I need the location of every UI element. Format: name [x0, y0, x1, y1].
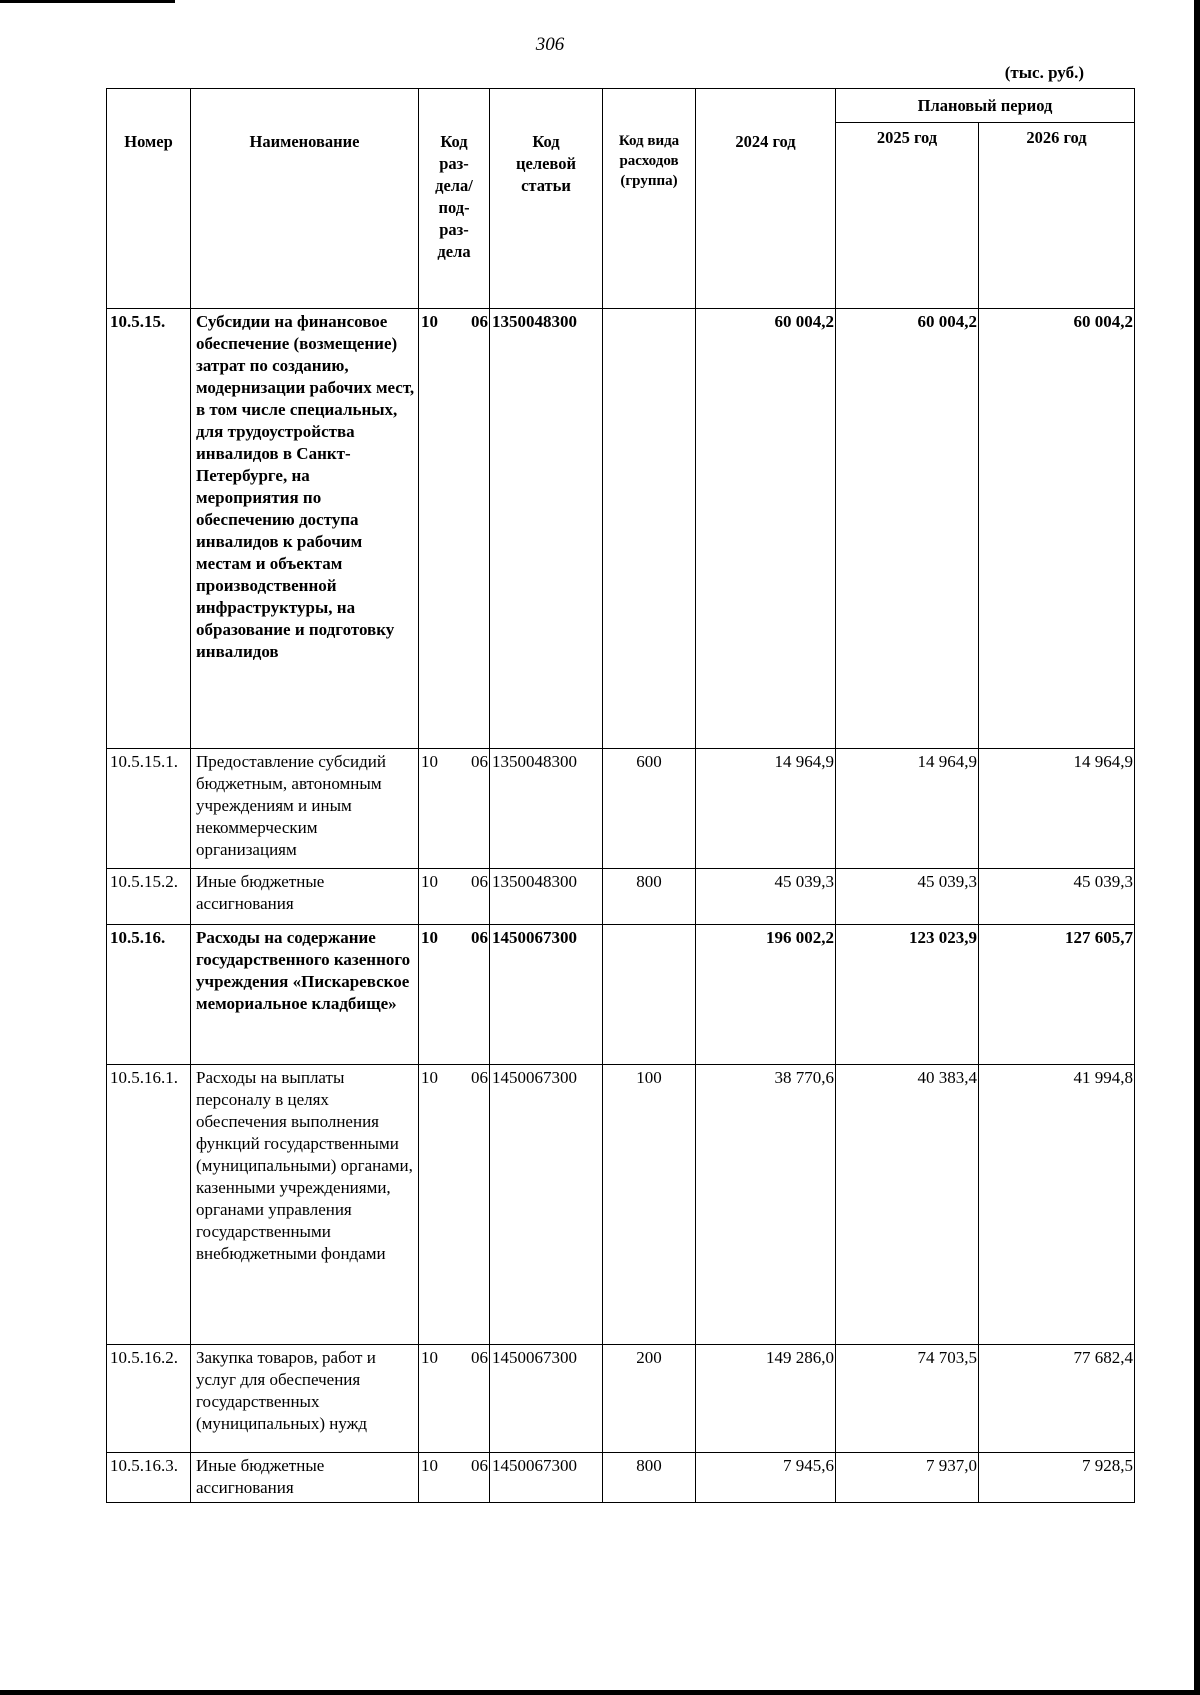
- cell-kod-celevoy: 1350048300: [490, 309, 603, 749]
- cell-razdel: 10: [421, 928, 438, 947]
- cell-razdel: 10: [421, 1068, 438, 1087]
- cell-kod-razdela: [419, 749, 490, 869]
- cell-2025: 45 039,3: [836, 869, 979, 925]
- cell-nomer: 10.5.15.1.: [107, 749, 191, 869]
- cell-kod-vida: 200: [603, 1345, 696, 1453]
- table-row: [107, 869, 1135, 925]
- table-row: [107, 1345, 1135, 1453]
- cell-kod-razdela: [419, 1065, 490, 1345]
- cell-2024: 45 039,3: [696, 869, 836, 925]
- header-planovy-period: Плановый период: [836, 89, 1135, 123]
- cell-nomer: 10.5.15.: [107, 309, 191, 749]
- cell-nomer: 10.5.16.1.: [107, 1065, 191, 1345]
- header-kod-razdela-line: дела: [437, 242, 471, 261]
- cell-kod-celevoy: 1350048300: [490, 869, 603, 925]
- cell-nomer: 10.5.15.2.: [107, 869, 191, 925]
- cell-2026: 77 682,4: [979, 1345, 1135, 1453]
- cell-kod-razdela: [419, 925, 490, 1065]
- cell-kod-celevoy: 1450067300: [490, 1065, 603, 1345]
- header-kod-razdela: [419, 89, 490, 309]
- cell-kod-vida: [603, 925, 696, 1065]
- cell-kod-vida: 800: [603, 869, 696, 925]
- cell-kod-vida: 600: [603, 749, 696, 869]
- cell-razdel: 10: [421, 1456, 438, 1475]
- cell-naimenovanie: Расходы на содержание государственного казенного учреждения «Пискаревское мемориальное кладбище»: [191, 925, 419, 1065]
- table-row: [107, 925, 1135, 1065]
- header-kod-razdela-line: раз-: [439, 154, 469, 173]
- cell-2024: 14 964,9: [696, 749, 836, 869]
- cell-kod-razdela: [419, 869, 490, 925]
- cell-razdel: 10: [421, 312, 438, 331]
- cell-2025: 14 964,9: [836, 749, 979, 869]
- cell-2025: 40 383,4: [836, 1065, 979, 1345]
- header-kod-celevoy-line: статьи: [521, 176, 571, 195]
- cell-kod-vida: 100: [603, 1065, 696, 1345]
- cell-podrazdel: 06: [471, 928, 488, 947]
- header-kod-razdela-line: под-: [438, 198, 470, 217]
- cell-2024: 149 286,0: [696, 1345, 836, 1453]
- header-year-2025: 2025 год: [836, 123, 979, 309]
- cell-nomer: 10.5.16.: [107, 925, 191, 1065]
- table-row: [107, 1065, 1135, 1345]
- cell-kod-razdela: [419, 309, 490, 749]
- header-kod-celevoy-line: целевой: [516, 154, 576, 173]
- cell-podrazdel: 06: [471, 1068, 488, 1087]
- scan-edge-right: [1194, 0, 1200, 1695]
- cell-2024: 196 002,2: [696, 925, 836, 1065]
- cell-razdel: 10: [421, 872, 438, 891]
- cell-2026: 7 928,5: [979, 1453, 1135, 1503]
- cell-kod-celevoy: 1450067300: [490, 925, 603, 1065]
- header-kod-celevoy-line: Код: [532, 132, 560, 151]
- cell-podrazdel: 06: [471, 312, 488, 331]
- cell-2026: 41 994,8: [979, 1065, 1135, 1345]
- cell-podrazdel: 06: [471, 872, 488, 891]
- cell-razdel: 10: [421, 1348, 438, 1367]
- cell-2026: 14 964,9: [979, 749, 1135, 869]
- cell-2026: 127 605,7: [979, 925, 1135, 1065]
- header-kod-vida-line: (группа): [620, 173, 678, 189]
- header-year-2024: 2024 год: [696, 89, 836, 309]
- cell-kod-razdela: [419, 1453, 490, 1503]
- cell-2025: 123 023,9: [836, 925, 979, 1065]
- cell-naimenovanie: Субсидии на финансовое обеспечение (возмещение) затрат по созданию, модернизации рабочих мест, в том числе специальных, для трудоустройства инвалидов в Санкт-Петербурге, на мероприятия по обеспечению доступа инвалидов к рабочим местам и объектам производственной инфраструктуры, на образование и подготовку инвалидов: [191, 309, 419, 749]
- header-nomer: Номер: [107, 89, 191, 309]
- cell-kod-razdela: [419, 1345, 490, 1453]
- cell-naimenovanie: Иные бюджетные ассигнования: [191, 869, 419, 925]
- header-naimenovanie: Наименование: [191, 89, 419, 309]
- cell-2025: 74 703,5: [836, 1345, 979, 1453]
- table-row: [107, 1453, 1135, 1503]
- budget-table: [106, 88, 1135, 1503]
- header-kod-razdela-line: дела/: [435, 176, 473, 195]
- cell-naimenovanie: Закупка товаров, работ и услуг для обеспечения государственных (муниципальных) нужд: [191, 1345, 419, 1453]
- header-kod-vida-line: Код вида: [618, 133, 680, 149]
- cell-podrazdel: 06: [471, 1456, 488, 1475]
- cell-2024: 38 770,6: [696, 1065, 836, 1345]
- page-number: 306: [535, 34, 565, 55]
- table-body: [107, 309, 1135, 1503]
- cell-2024: 7 945,6: [696, 1453, 836, 1503]
- cell-kod-vida: 800: [603, 1453, 696, 1503]
- header-kod-vida: [603, 89, 696, 309]
- scan-edge-bottom: [0, 1690, 1200, 1695]
- cell-naimenovanie: Иные бюджетные ассигнования: [191, 1453, 419, 1503]
- cell-2026: 45 039,3: [979, 869, 1135, 925]
- cell-nomer: 10.5.16.3.: [107, 1453, 191, 1503]
- table-row: [107, 749, 1135, 869]
- cell-2025: 7 937,0: [836, 1453, 979, 1503]
- header-kod-vida-line: расходов: [619, 153, 679, 169]
- cell-kod-celevoy: 1350048300: [490, 749, 603, 869]
- header-kod-razdela-line: Код: [440, 132, 468, 151]
- cell-razdel: 10: [421, 752, 438, 771]
- table-header: [107, 89, 1135, 309]
- cell-2024: 60 004,2: [696, 309, 836, 749]
- header-year-2026: 2026 год: [979, 123, 1135, 309]
- scan-edge-top: [0, 0, 175, 3]
- cell-naimenovanie: Расходы на выплаты персоналу в целях обеспечения выполнения функций государственными (муниципальными) органами, казенными учреждениями, органами управления государственными внебюджетными фондами: [191, 1065, 419, 1345]
- cell-kod-celevoy: 1450067300: [490, 1453, 603, 1503]
- cell-podrazdel: 06: [471, 1348, 488, 1367]
- cell-podrazdel: 06: [471, 752, 488, 771]
- cell-kod-celevoy: 1450067300: [490, 1345, 603, 1453]
- cell-naimenovanie: Предоставление субсидий бюджетным, автономным учреждениям и иным некоммерческим организациям: [191, 749, 419, 869]
- cell-2025: 60 004,2: [836, 309, 979, 749]
- table-row: [107, 309, 1135, 749]
- header-kod-celevoy: [490, 89, 603, 309]
- cell-kod-vida: [603, 309, 696, 749]
- cell-2026: 60 004,2: [979, 309, 1135, 749]
- cell-nomer: 10.5.16.2.: [107, 1345, 191, 1453]
- header-kod-razdela-line: раз-: [439, 220, 469, 239]
- units-label: (тыс. руб.): [1004, 63, 1084, 82]
